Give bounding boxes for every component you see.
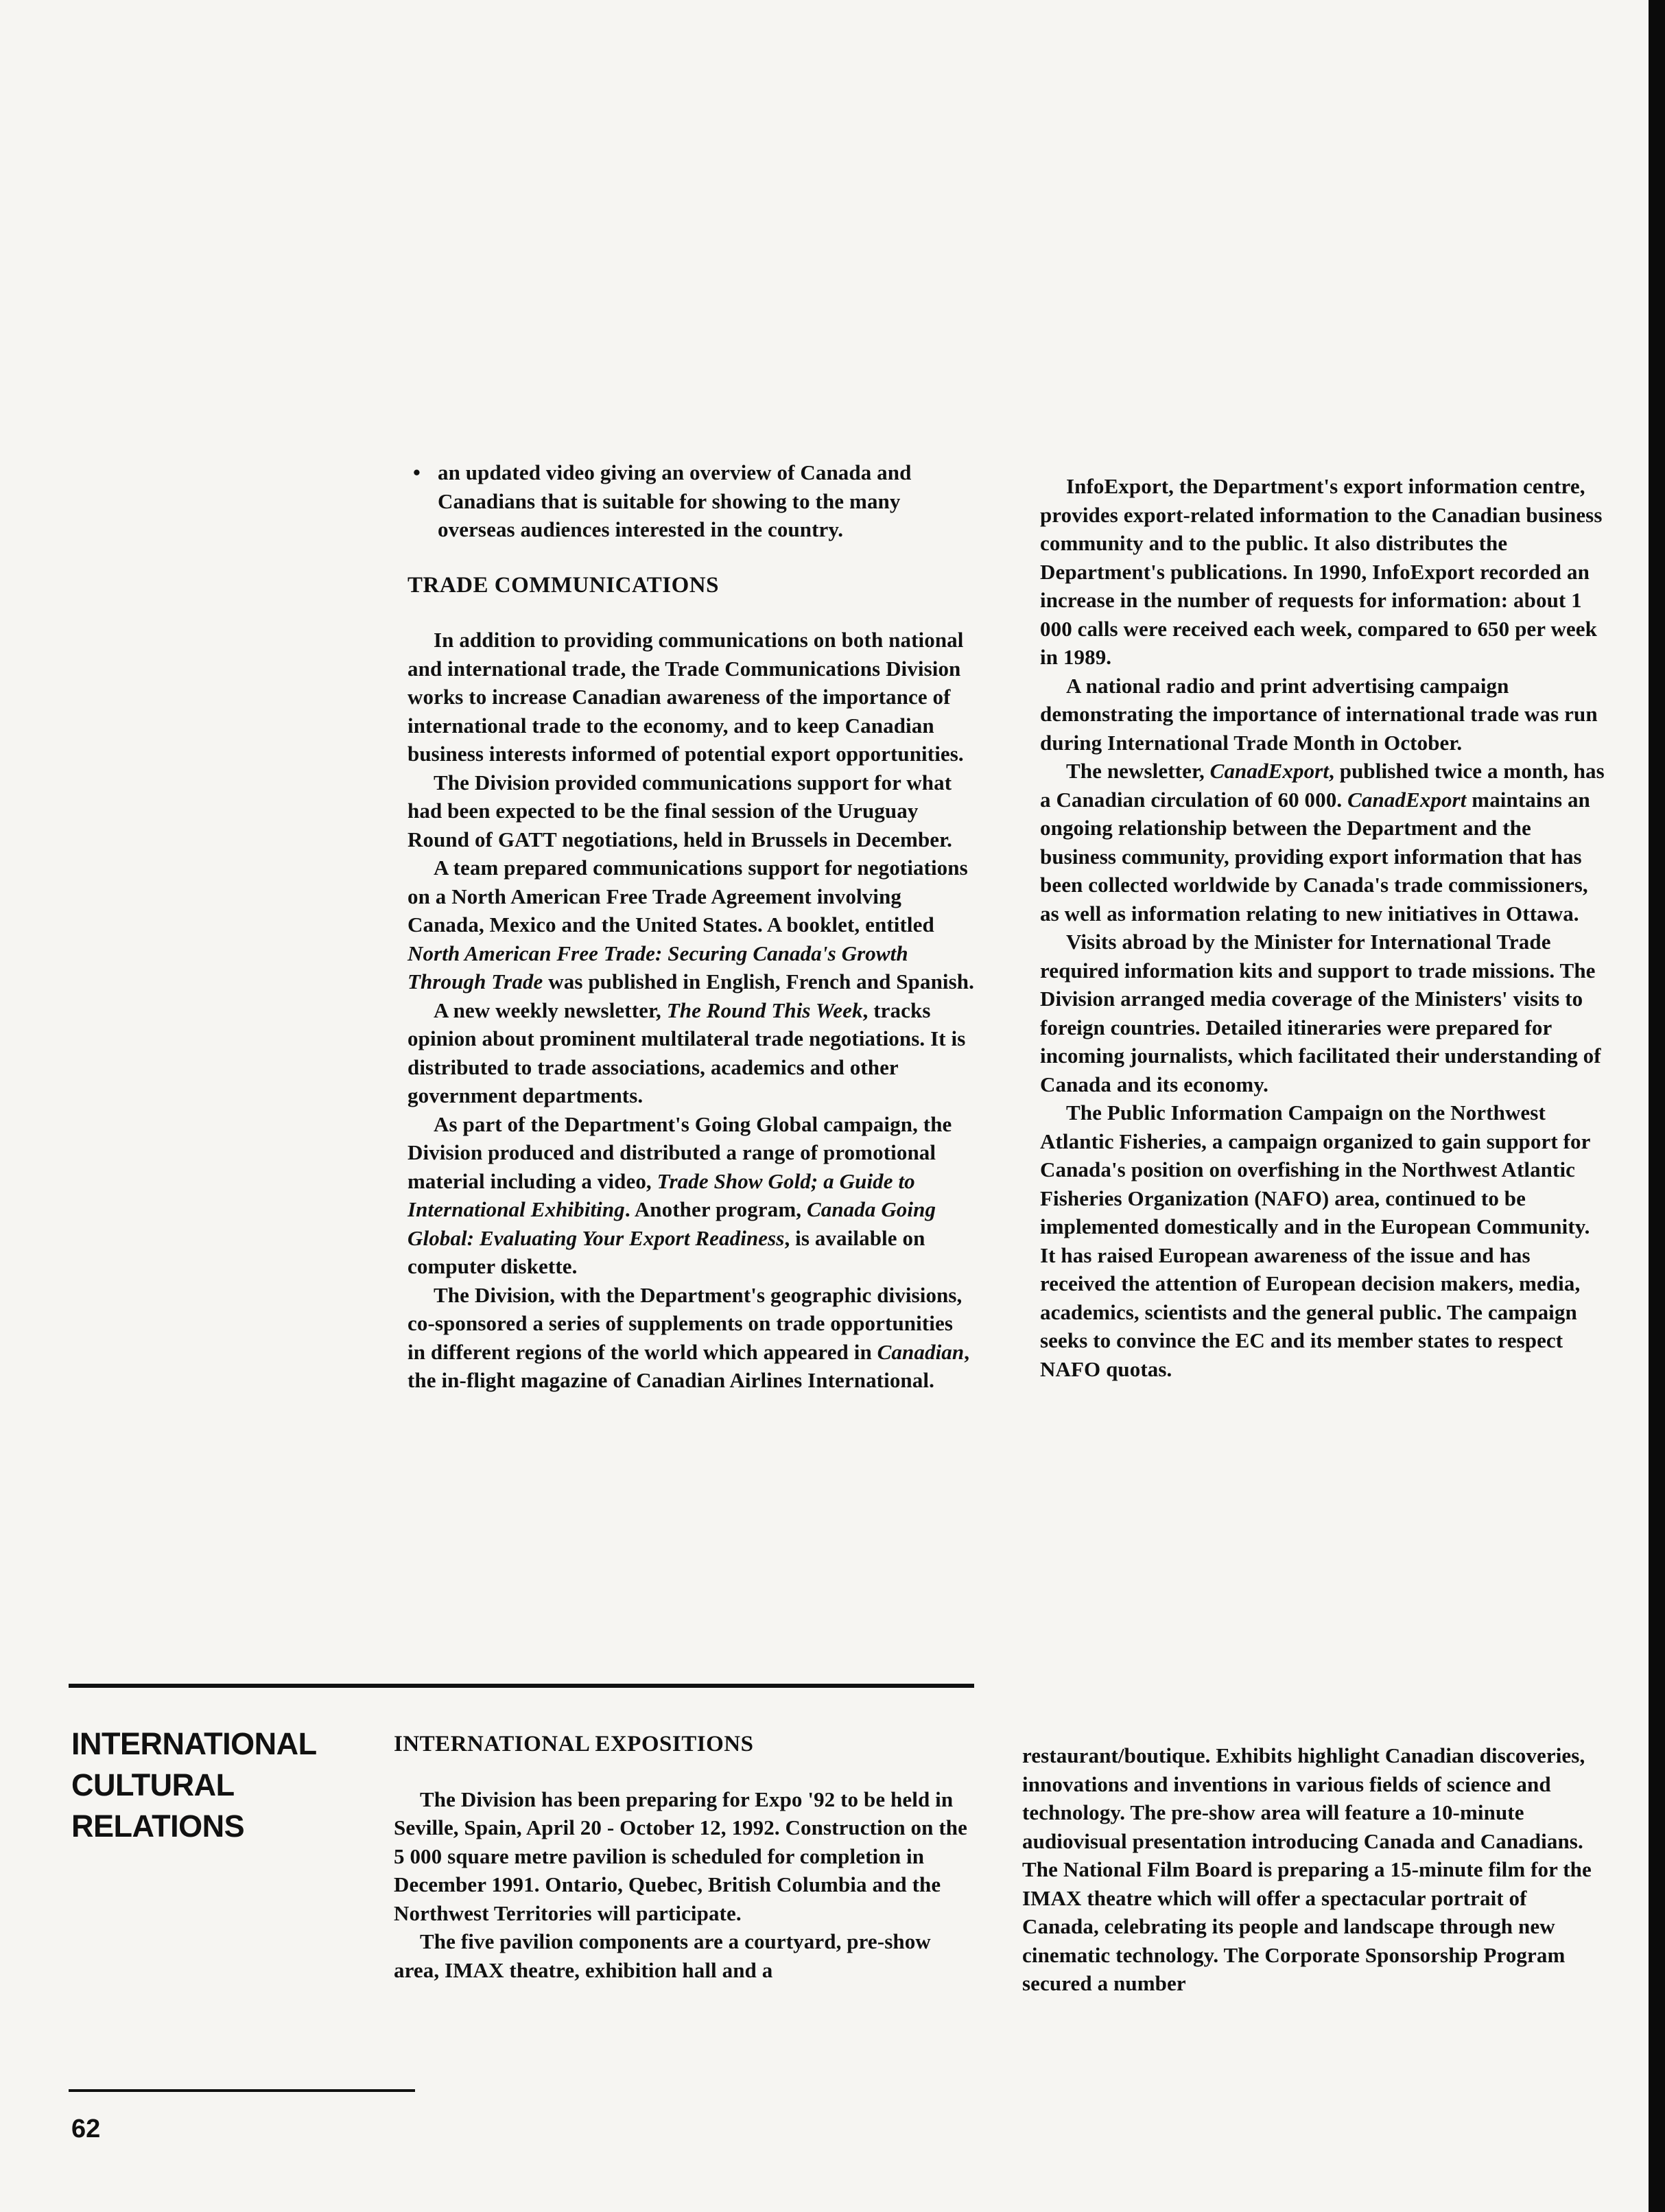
bullet-text: an updated video giving an overview of Canada and Canadians that is suitable for showing to the many overseas audiences interested in the country.: [438, 460, 912, 541]
paragraph: A national radio and print advertising campaign demonstrating the importance of international trade was run during International Trade Month in October.: [1040, 673, 1598, 755]
text: , the in-flight magazine of Canadian Airlines International.: [408, 1339, 970, 1392]
text: , tracks opinion about prominent multilateral trade negotiations. It is distributed to trade associations, academics and other government departments.: [408, 998, 966, 1107]
paragraph: Visits abroad by the Minister for International Trade required information kits and support to trade missions. The Division arranged media coverage of the Ministers' visits to foreign countries. Detailed itineraries were prepared for incoming journalists, which facilitated their understanding of Canada and its economy.: [1040, 930, 1601, 1096]
paragraph: The Division has been preparing for Expo '92 to be held in Seville, Spain, April 20 - October 12, 1992. Construction on the 5 000 square metre pavilion is scheduled for completion in December 1991. Ontario, Quebec, British Columbia and the Northwest Territories will participate.: [394, 1787, 967, 1925]
section-title-line: RELATIONS: [71, 1809, 245, 1844]
paragraph: The Division provided communications support for what had been expected to be the final session of the Uruguay Round of GATT negotiations, held in Brussels in December.: [408, 770, 953, 851]
publication-title: North American Free Trade: Securing Canada's Growth Through Trade: [408, 941, 908, 993]
publication-title: The Round This Week: [666, 998, 863, 1022]
publication-title: Canada Going Global: Evaluating Your Export Readiness: [408, 1197, 936, 1250]
text: maintains an ongoing relationship between the Department and the business community, providing export information that has been collected worldwide by Canada's trade commissioners, as well as information relating to new initiatives in Ottawa.: [1040, 787, 1590, 926]
text: A team prepared communications support for negotiations on a North American Free Trade Agreement involving Canada, Mexico and the United States. A booklet, entitled: [408, 856, 968, 937]
column-left: [408, 458, 976, 1395]
section-title: [71, 1723, 346, 1847]
text: A new weekly newsletter,: [434, 998, 667, 1022]
column-bottom-right: [1022, 1741, 1598, 1998]
text: was published in English, French and Spanish.: [543, 969, 975, 993]
text: As part of the Department's Going Global campaign, the Division produced and distributed a range of promotional material including a video,: [408, 1111, 952, 1193]
text: , is available on computer diskette.: [408, 1225, 925, 1278]
column-bottom-mid: [394, 1730, 970, 1984]
text: The newsletter,: [1066, 759, 1210, 783]
publication-title: CanadExport: [1347, 787, 1467, 812]
paragraph: [408, 1281, 976, 1395]
text: . Another program,: [624, 1197, 807, 1221]
text: The Division, with the Department's geographic divisions, co-sponsored a series of supplements on trade opportunities in different regions of the world which appeared in: [408, 1282, 963, 1364]
publication-title: Canadian: [877, 1339, 965, 1364]
section-title-line: CULTURAL: [71, 1767, 235, 1802]
text: , published twice a month, has a Canadian circulation of 60 000.: [1040, 759, 1605, 812]
bullet-item: [408, 458, 976, 544]
heading-international-expositions: INTERNATIONAL EXPOSITIONS: [394, 1732, 754, 1756]
paragraph: In addition to providing communications on both national and international trade, the Trade Communications Division works to increase Canadian awareness of the importance of international trade to the economy, and to keep Canadian business interests informed of potential export opportunities.: [408, 628, 964, 766]
publication-title: Trade Show Gold; a Guide to International Exhibiting: [408, 1168, 915, 1221]
column-right: [1040, 472, 1609, 1383]
paragraph: The five pavilion components are a courtyard, pre-show area, IMAX theatre, exhibition hall and a: [394, 1929, 931, 1982]
paragraph: [1040, 757, 1609, 928]
section-divider-rule: [69, 1684, 974, 1688]
paragraph: InfoExport, the Department's export information centre, provides export-related information to the Canadian business community and to the public. It also distributes the Department's publications. In 1990, InfoExport recorded an increase in the number of requests for information: about 1 000 calls were received each week, compared to 650 per week in 1989.: [1040, 474, 1603, 669]
section-title-line: INTERNATIONAL: [71, 1726, 317, 1761]
paragraph: [408, 996, 976, 1110]
paragraph: [408, 1110, 976, 1281]
paragraph: The Public Information Campaign on the Northwest Atlantic Fisheries, a campaign organized to gain support for Canada's position on overfishing in the Northwest Atlantic Fisheries Organization (NAFO) area, continued to be implemented domestically and in the European Community. It has raised European awareness of the issue and has received the attention of European decision makers, media, academics, scientists and the general public. The campaign seeks to convince the EC and its member states to respect NAFO quotas.: [1040, 1101, 1590, 1381]
heading-trade-communications: TRADE COMMUNICATIONS: [408, 572, 719, 598]
footer-rule: [69, 2089, 415, 2092]
page-number: 62: [71, 2115, 101, 2143]
paragraph: restaurant/boutique. Exhibits highlight Canadian discoveries, innovations and inventions in various fields of science and technology. The pre-show area will feature a 10-minute audiovisual presentation introducing Canada and Canadians. The National Film Board is preparing a 15-minute film for the IMAX theatre which will offer a spectacular portrait of Canada, celebrating its people and landscape through new cinematic technology. The Corporate Sponsorship Program secured a number: [1022, 1743, 1592, 1995]
page-edge-shadow: [1649, 0, 1665, 2212]
paragraph: [408, 854, 976, 996]
publication-title: CanadExport: [1209, 759, 1330, 783]
bullet-dot-icon: •: [413, 460, 421, 484]
